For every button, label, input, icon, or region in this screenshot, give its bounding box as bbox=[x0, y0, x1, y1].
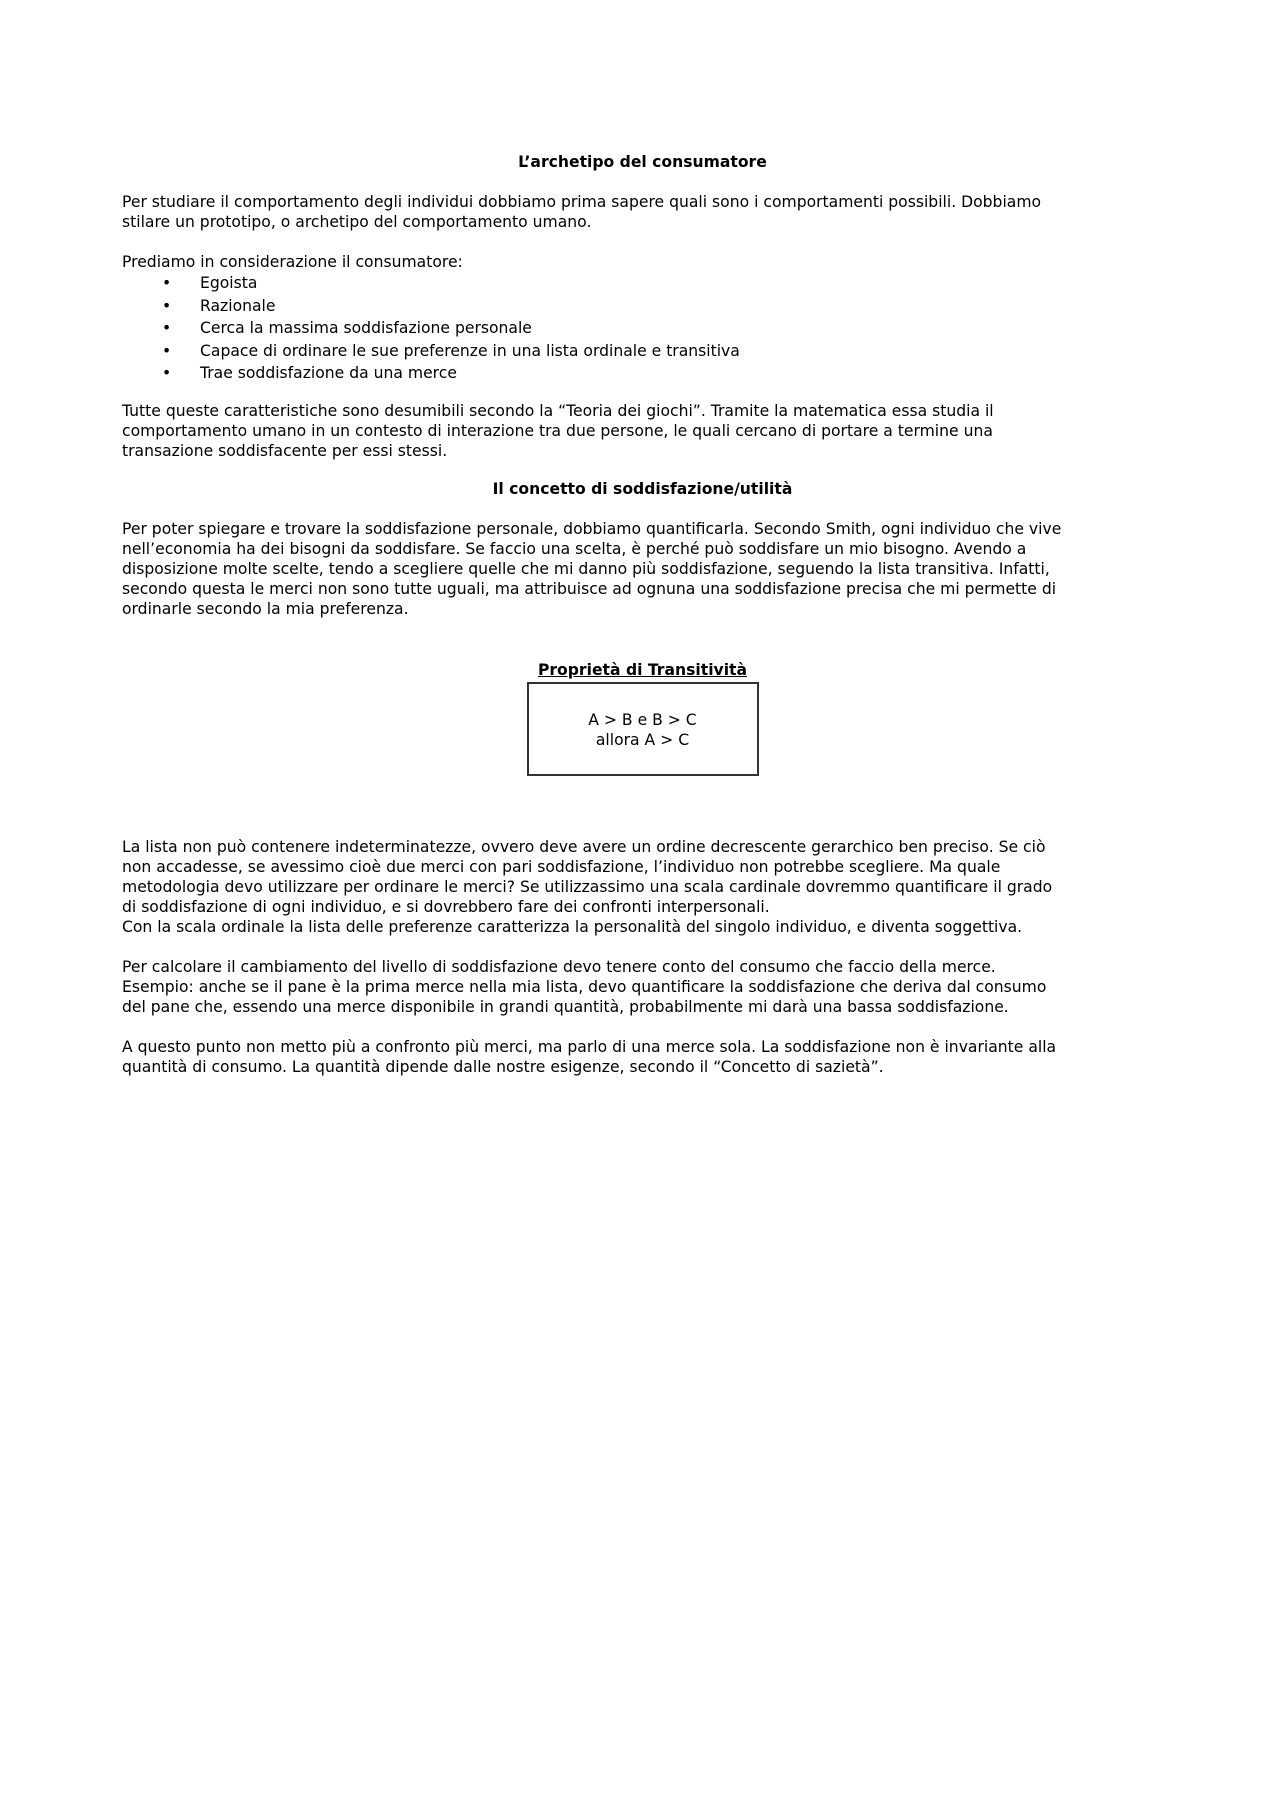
para-line-2: nell’economia ha dei bisogni da soddisfare. Se faccio una scelta, è perché può soddisfare un mio bisogno. Avendo a bbox=[122, 539, 1027, 558]
summary-line-3: transazione soddisfacente per essi stessi. bbox=[122, 441, 448, 460]
bullet-icon: • bbox=[162, 341, 172, 360]
bullet-icon: • bbox=[162, 319, 172, 338]
list-item-text: Cerca la massima soddisfazione personale bbox=[200, 319, 532, 338]
transitivity-line-1: A > B e B > C bbox=[588, 710, 697, 729]
transitivity-line-2: allora A > C bbox=[595, 730, 690, 749]
intro-line-2: stilare un prototipo, o archetipo del comportamento umano. bbox=[122, 213, 592, 231]
p2-line: Con la scala ordinale la lista delle preferenze caratterizza la personalità del singolo individuo, e diventa soggettiva. bbox=[122, 917, 1023, 936]
p4-line-2: del pane che, essendo una merce disponibile in grandi quantità, probabilmente mi darà una bassa soddisfazione. bbox=[122, 997, 1009, 1016]
summary-line-1: Tutte queste caratteristiche sono desumibili secondo la “Teoria dei giochi”. Tramite la matematica essa studia il bbox=[122, 401, 994, 420]
intro-line-1: Per studiare il comportamento degli individui dobbiamo prima sapere quali sono i comportamenti possibili. Dobbiamo bbox=[122, 193, 1042, 211]
list-item-text: Razionale bbox=[200, 296, 276, 315]
list-item bbox=[122, 295, 1163, 318]
bullet-icon: • bbox=[162, 364, 172, 383]
list-item-text: Capace di ordinare le sue preferenze in una lista ordinale e transitiva bbox=[200, 341, 740, 360]
summary-paragraph bbox=[122, 401, 1163, 461]
sazieta-paragraph bbox=[122, 1037, 1163, 1077]
list-item-text: Egoista bbox=[200, 274, 258, 292]
p1-line-1: La lista non può contenere indeterminatezze, ovvero deve avere un ordine decrescente gerarchico ben preciso. Se ciò bbox=[122, 837, 1046, 856]
consumo-paragraph bbox=[122, 957, 1163, 1017]
transitivity-box bbox=[527, 682, 759, 776]
list-item bbox=[122, 340, 1163, 363]
para-line-1: Per poter spiegare e trovare la soddisfazione personale, dobbiamo quantificarla. Secondo Smith, ogni individuo che vive bbox=[122, 519, 1062, 538]
p5-line-1: A questo punto non metto più a confronto più merci, ma parlo di una merce sola. La soddisfazione non è invariante alla bbox=[122, 1037, 1057, 1056]
list-item bbox=[122, 317, 1163, 340]
para-line-3: disposizione molte scelte, tendo a scegliere quelle che mi danno più soddisfazione, seguendo la lista transitiva. Infatti, bbox=[122, 559, 1050, 578]
list-item bbox=[122, 362, 1163, 385]
section-title-soddisfazione: Il concetto di soddisfazione/utilità bbox=[492, 479, 793, 498]
p5-line-2: quantità di consumo. La quantità dipende dalle nostre esigenze, secondo il “Concetto di sazietà”. bbox=[122, 1057, 884, 1076]
para-line-4: secondo questa le merci non sono tutte uguali, ma attribuisce ad ognuna una soddisfazione precisa che mi permette di bbox=[122, 579, 1057, 598]
bullet-icon: • bbox=[162, 274, 172, 292]
lista-paragraph bbox=[122, 837, 1163, 937]
bullet-icon: • bbox=[162, 296, 172, 315]
document-page bbox=[122, 152, 1163, 1077]
soddisfazione-paragraph bbox=[122, 519, 1163, 619]
list-heading: Prediamo in considerazione il consumatore: bbox=[122, 253, 463, 271]
list-item-text: Trae soddisfazione da una merce bbox=[200, 364, 457, 383]
section-title-archetipo: L’archetipo del consumatore bbox=[518, 153, 767, 171]
para-line-5: ordinarle secondo la mia preferenza. bbox=[122, 599, 409, 618]
consumer-traits-list bbox=[122, 272, 1163, 385]
p1-line-4: di soddisfazione di ogni individuo, e si dovrebbero fare dei confronti interpersonali. bbox=[122, 897, 770, 916]
p3-line: Per calcolare il cambiamento del livello di soddisfazione devo tenere conto del consumo che faccio della merce. bbox=[122, 957, 996, 976]
p4-line-1: Esempio: anche se il pane è la prima merce nella mia lista, devo quantificare la soddisfazione che deriva dal consumo bbox=[122, 977, 1047, 996]
p1-line-2: non accadesse, se avessimo cioè due merci con pari soddisfazione, l’individuo non potrebbe scegliere. Ma quale bbox=[122, 857, 1001, 876]
intro-paragraph bbox=[122, 192, 1163, 232]
list-item bbox=[122, 272, 1163, 295]
transitivity-title: Proprietà di Transitività bbox=[537, 660, 748, 679]
summary-line-2: comportamento umano in un contesto di interazione tra due persone, le quali cercano di portare a termine una bbox=[122, 421, 993, 440]
p1-line-3: metodologia devo utilizzare per ordinare le merci? Se utilizzassimo una scala cardinale dovremmo quantificare il grado bbox=[122, 877, 1053, 896]
